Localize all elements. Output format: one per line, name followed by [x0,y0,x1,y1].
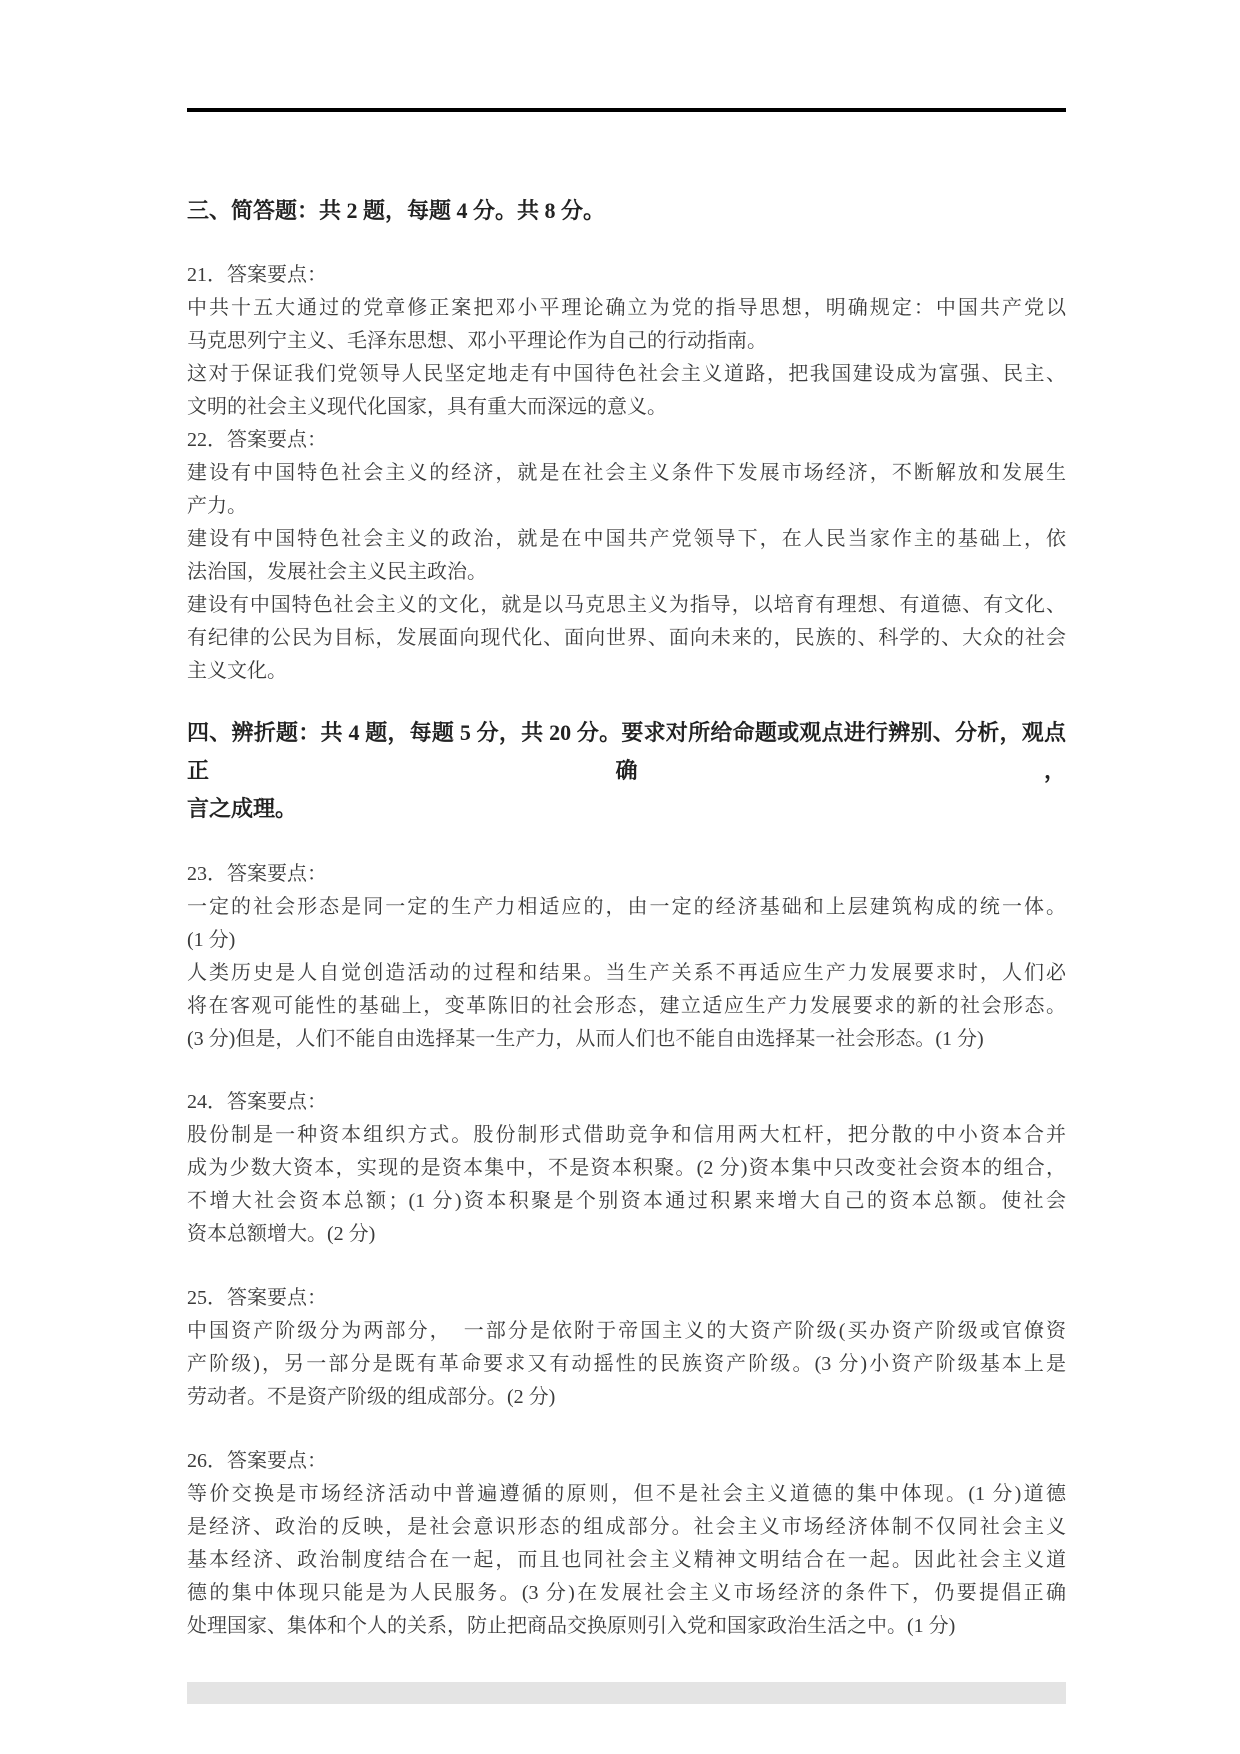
text-line: (1 分) [187,929,236,951]
answer-block [187,858,1066,1056]
answer-block [187,1282,1066,1414]
text-line: 人类历史是人自觉创造活动的过程和结果。当生产关系不再适应生产力发展要求时，人们必 [187,962,1066,984]
text-line: 股份制是一种资本组织方式。股份制形式借助竞争和信用两大杠杆，把分散的中小资本合并 [187,1124,1066,1146]
text-line: 这对于保证我们党领导人民坚定地走有中国待色社会主义道路，把我国建设成为富强、民主、 [187,363,1066,385]
text-line: 文明的社会主义现代化国家，具有重大而深远的意义。 [187,396,667,418]
text-line: 四、辨折题：共 4 题，每题 5 分，共 20 分。要求对所给命题或观点进行辨别、分析，观点正确， [187,720,1066,783]
text-line: 建设有中国特色社会主义的政治，就是在中国共产党领导下，在人民当家作主的基础上，依 [187,528,1066,550]
text-line: 23．答案要点： [187,863,327,885]
text-line: 有纪律的公民为目标，发展面向现代化、面向世界、面向未来的，民族的、科学的、大众的社会 [187,627,1066,649]
section-heading [187,714,1066,828]
text-line: 等价交换是市场经济活动中普遍遵循的原则，但不是社会主义道德的集中体现。(1 分)道德 [187,1483,1066,1505]
text-line: 不增大社会资本总额；(1 分)资本积聚是个别资本通过积累来增大自己的资本总额。使社会 [187,1190,1066,1212]
text-line: 22．答案要点： [187,429,327,451]
text-line: 24．答案要点： [187,1091,327,1113]
text-line: 中共十五大通过的党章修正案把邓小平理论确立为党的指导思想，明确规定：中国共产党以 [187,297,1066,319]
text-line: 马克思列宁主义、毛泽东思想、邓小平理论作为自己的行动指南。 [187,330,767,352]
top-divider-rule [187,108,1066,112]
text-line: 言之成理。 [187,796,298,821]
text-line: 成为少数大资本，实现的是资本集中，不是资本积聚。(2 分)资本集中只改变社会资本的组合， [187,1157,1066,1179]
text-line: 德的集中体现只能是为人民服务。(3 分)在发展社会主义市场经济的条件下，仍要提倡正确 [187,1582,1066,1604]
text-line: 是经济、政治的反映，是社会意识形态的组成部分。社会主义市场经济体制不仅同社会主义 [187,1516,1066,1538]
text-line: 21．答案要点： [187,264,327,286]
answer-block [187,1086,1066,1251]
text-line: (3 分)但是，人们不能自由选择某一生产力，从而人们也不能自由选择某一社会形态。(1 分) [187,1028,984,1050]
text-line: 建设有中国特色社会主义的文化，就是以马克思主义为指导，以培育有理想、有道德、有文化、 [187,594,1066,616]
text-line: 处理国家、集体和个人的关系，防止把商品交换原则引入党和国家政治生活之中。(1 分) [187,1615,956,1637]
text-line: 25．答案要点： [187,1287,327,1309]
text-line: 中国资产阶级分为两部分， 一部分是依附于帝国主义的大资产阶级(买办资产阶级或官僚资 [187,1320,1066,1342]
section-heading [187,194,1066,227]
text-line: 一定的社会形态是同一定的生产力相适应的，由一定的经济基础和上层建筑构成的统一体。 [187,896,1066,918]
footer-placeholder-bar [187,1682,1066,1704]
text-line: 产阶级)，另一部分是既有革命要求又有动摇性的民族资产阶级。(3 分)小资产阶级基本上是 [187,1353,1066,1375]
text-line: 法治国，发展社会主义民主政治。 [187,561,487,583]
text-line: 产力。 [187,495,247,517]
text-line: 劳动者。不是资产阶级的组成部分。(2 分) [187,1386,556,1408]
text-line: 建设有中国特色社会主义的经济，就是在社会主义条件下发展市场经济，不断解放和发展生 [187,462,1066,484]
answer-block [187,259,1066,688]
text-line: 基本经济、政治制度结合在一起，而且也同社会主义精神文明结合在一起。因此社会主义道 [187,1549,1066,1571]
document-content [187,0,1066,1704]
text-line: 资本总额增大。(2 分) [187,1223,376,1245]
answer-block [187,1445,1066,1643]
text-line: 26．答案要点： [187,1450,327,1472]
text-line: 将在客观可能性的基础上，变革陈旧的社会形态，建立适应生产力发展要求的新的社会形态。 [187,995,1066,1017]
text-line: 主义文化。 [187,660,287,682]
text-line: 三、简答题：共 2 题，每题 4 分。共 8 分。 [187,198,606,223]
